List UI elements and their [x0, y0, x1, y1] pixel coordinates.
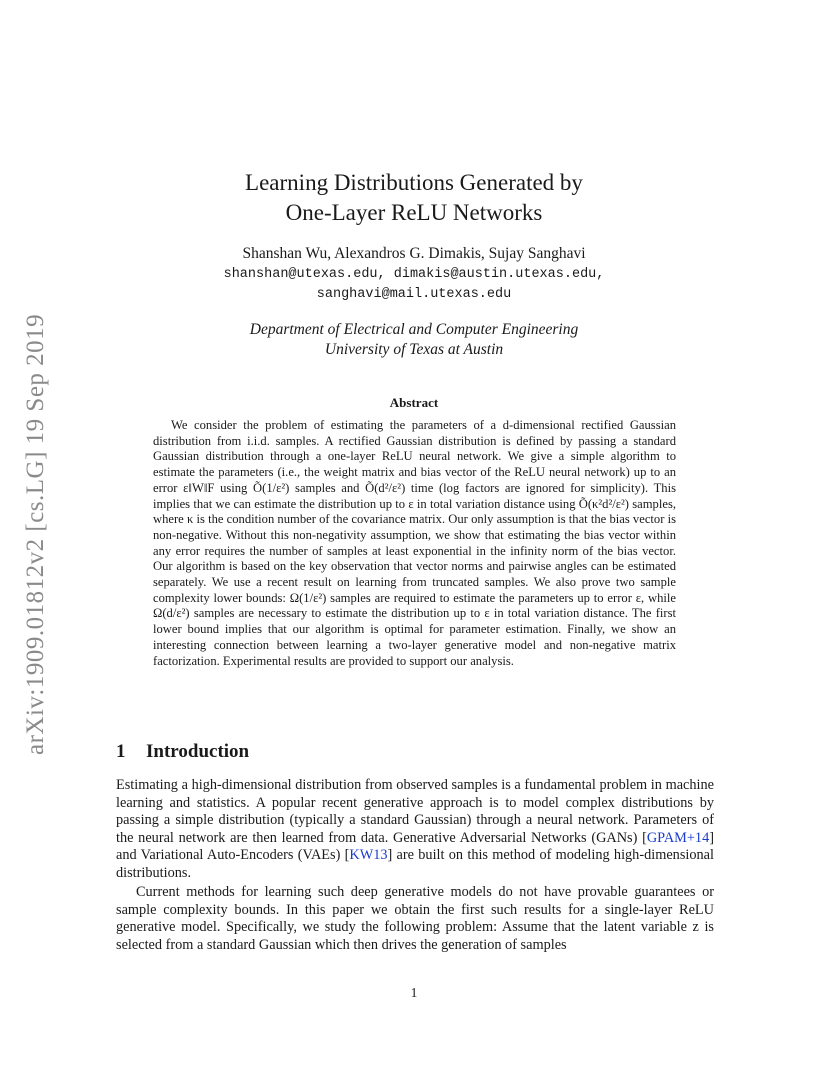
section-title: Introduction [146, 741, 250, 762]
email-line-2: sanghavi@mail.utexas.edu [316, 287, 512, 302]
author-emails [0, 265, 828, 305]
paragraph-1-text-c: ] are built on this method of modeling high-dimensional distributions. [116, 847, 714, 881]
title-line-2: One-Layer ReLU Networks [285, 200, 543, 225]
arxiv-identifier-stamp: arXiv:1909.01812v2 [cs.LG] 19 Sep 2019 [22, 313, 49, 755]
abstract-text: We consider the problem of estimating the parameters of a d-dimensional rectified Gaussian distribution from i.i.d. samples. A rectified Gaussian distribution is defined by passing a standard Gaussian distribution through a one-layer ReLU neural network. We give a simple algorithm to estimate the parameters (i.e., the weight matrix and bias vector of the ReLU neural network) up to an error ε‖W‖F using Õ(1/ε²) samples and Õ(d²/ε²) time (log factors are ignored for simplicity). This implies that we can estimate the distribution up to ε in total variation distance using Õ(κ²d²/ε²) samples, where κ is the condition number of the covariance matrix. Our only assumption is that the bias vector is non-negative. Without this non-negativity assumption, we show that estimating the bias vector within any error requires the number of samples at least exponential in the infinity norm of the bias vector. Our algorithm is based on the key observation that vector norms and pairwise angles can be estimated separately. We use a recent result on learning from truncated samples. We also prove two sample complexity lower bounds: Ω(1/ε²) samples are required to estimate the parameters up to error ε, while Ω(d/ε²) samples are necessary to estimate the distribution up to ε in total variation distance. The first lower bound implies that our algorithm is optimal for parameter estimation. Finally, we show an interesting connection between learning a two-layer generative model and non-negative matrix factorization. Experimental results are provided to support our analysis. [153, 418, 676, 668]
affiliation-university: University of Texas at Austin [324, 341, 504, 358]
email-line-1: shanshan@utexas.edu, dimakis@austin.utexas.edu, [223, 267, 605, 282]
intro-paragraph-2: Current methods for learning such deep generative models do not have provable guarantees or sample complexity bounds. In this paper we obtain the first such results for a single-layer ReLU generative model. Specifically, we study the following problem: Assume that the latent variable z is selected from a standard Gaussian which then drives the generation of samples [116, 884, 714, 953]
affiliation-department: Department of Electrical and Computer Engineering [249, 321, 579, 338]
paragraph-1-text-a: Estimating a high-dimensional distribution from observed samples is a fundamental problem in machine learning and statistics. A popular recent generative approach is to model complex distributions by passing a simple distribution (typically a standard Gaussian) through a neural network. Parameters of the neural network are then learned from data. Generative Adversarial Networks (GANs) [ [116, 777, 714, 846]
intro-paragraph-1 [116, 777, 714, 883]
author-list: Shanshan Wu, Alexandros G. Dimakis, Sujay Sanghavi [242, 245, 586, 262]
section-number: 1 [116, 741, 126, 762]
title-line-1: Learning Distributions Generated by [245, 170, 583, 195]
section-heading-introduction [116, 740, 249, 764]
paragraph-1-text-b: ] and Variational Auto-Encoders (VAEs) [ [116, 829, 714, 864]
paper-title [0, 168, 828, 228]
abstract-heading: Abstract [389, 395, 439, 410]
affiliation [0, 320, 828, 360]
citation-link-gpam14[interactable]: GPAM+14 [646, 829, 710, 846]
page-number: 1 [410, 985, 418, 1000]
citation-link-kw13[interactable]: KW13 [349, 847, 388, 864]
